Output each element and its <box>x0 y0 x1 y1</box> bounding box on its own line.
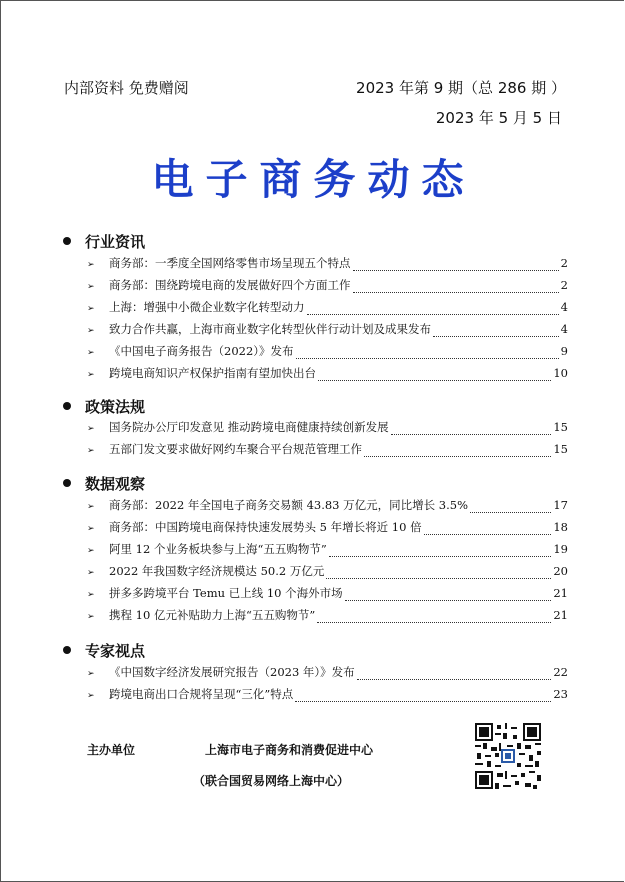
section-heading: 数据观察 <box>63 473 145 494</box>
arrow-right-icon: ➢ <box>87 524 95 534</box>
toc-entry[interactable]: ➢ 拼多多跨境平台 Temu 已上线 10 个海外市场 21 <box>87 586 568 600</box>
bullet-icon <box>63 646 71 654</box>
toc-entry[interactable]: ➢ 阿里 12 个业务板块参与上海“五五购物节” 19 <box>87 542 568 556</box>
arrow-right-icon: ➢ <box>87 612 95 622</box>
toc-entry[interactable]: ➢ 国务院办公厅印发意见 推动跨境电商健康持续创新发展 15 <box>87 420 568 434</box>
arrow-right-icon: ➢ <box>87 282 95 292</box>
toc-list <box>87 497 568 629</box>
toc-list <box>87 419 568 463</box>
qr-code-icon <box>475 723 541 789</box>
bullet-icon <box>63 479 71 487</box>
toc-entry[interactable]: ➢ 跨境电商知识产权保护指南有望加快出台 10 <box>87 366 568 380</box>
distribution-note: 内部资料 免费赠阅 <box>64 79 189 97</box>
arrow-right-icon: ➢ <box>87 446 95 456</box>
arrow-right-icon: ➢ <box>87 260 95 270</box>
section-heading: 政策法规 <box>63 396 145 417</box>
toc-entry[interactable]: ➢ 致力合作共赢，上海市商业数字化转型伙伴行动计划及成果发布 4 <box>87 322 568 336</box>
arrow-right-icon: ➢ <box>87 304 95 314</box>
bullet-icon <box>63 237 71 245</box>
toc-entry[interactable]: ➢ 商务部：一季度全国网络零售市场呈现五个特点 2 <box>87 256 568 270</box>
issue-number: 2023 年第 9 期（总 286 期 ） <box>356 79 566 97</box>
bullet-icon <box>63 402 71 410</box>
arrow-right-icon: ➢ <box>87 424 95 434</box>
issue-date: 2023 年 5 月 5 日 <box>435 109 562 127</box>
sponsor-label: 主办单位 <box>87 743 136 757</box>
section-heading: 行业资讯 <box>63 231 145 252</box>
toc-entry[interactable]: ➢ 携程 10 亿元补贴助力上海“五五购物节” 21 <box>87 608 568 622</box>
toc-entry[interactable]: ➢ 2022 年我国数字经济规模达 50.2 万亿元 20 <box>87 564 568 578</box>
arrow-right-icon: ➢ <box>87 669 95 679</box>
arrow-right-icon: ➢ <box>87 348 95 358</box>
section-heading: 专家视点 <box>63 640 145 661</box>
publication-title: 电子商务动态 <box>151 155 476 204</box>
sponsor-org-alt: （联合国贸易网络上海中心） <box>193 774 350 788</box>
toc-list <box>87 255 568 387</box>
toc-entry[interactable]: ➢ 上海：增强中小微企业数字化转型动力 4 <box>87 300 568 314</box>
toc-list <box>87 664 568 708</box>
toc-entry[interactable]: ➢ 商务部：围绕跨境电商的发展做好四个方面工作 2 <box>87 278 568 292</box>
arrow-right-icon: ➢ <box>87 590 95 600</box>
toc-entry[interactable]: ➢ 《中国数字经济发展研究报告（2023 年）》发布 22 <box>87 665 568 679</box>
arrow-right-icon: ➢ <box>87 568 95 578</box>
toc-entry[interactable]: ➢ 五部门发文要求做好网约车聚合平台规范管理工作 15 <box>87 442 568 456</box>
arrow-right-icon: ➢ <box>87 691 95 701</box>
arrow-right-icon: ➢ <box>87 546 95 556</box>
sponsor-org: 上海市电子商务和消费促进中心 <box>205 743 374 757</box>
toc-entry[interactable]: ➢ 商务部：2022 年全国电子商务交易额 43.83 万亿元，同比增长 3.5% 17 <box>87 498 568 512</box>
toc-entry[interactable]: ➢ 《中国电子商务报告（2022）》发布 9 <box>87 344 568 358</box>
toc-entry[interactable]: ➢ 跨境电商出口合规将呈现“三化”特点 23 <box>87 687 568 701</box>
toc-entry[interactable]: ➢ 商务部：中国跨境电商保持快速发展势头 5 年增长将近 10 倍 18 <box>87 520 568 534</box>
arrow-right-icon: ➢ <box>87 326 95 336</box>
arrow-right-icon: ➢ <box>87 502 95 512</box>
arrow-right-icon: ➢ <box>87 370 95 380</box>
